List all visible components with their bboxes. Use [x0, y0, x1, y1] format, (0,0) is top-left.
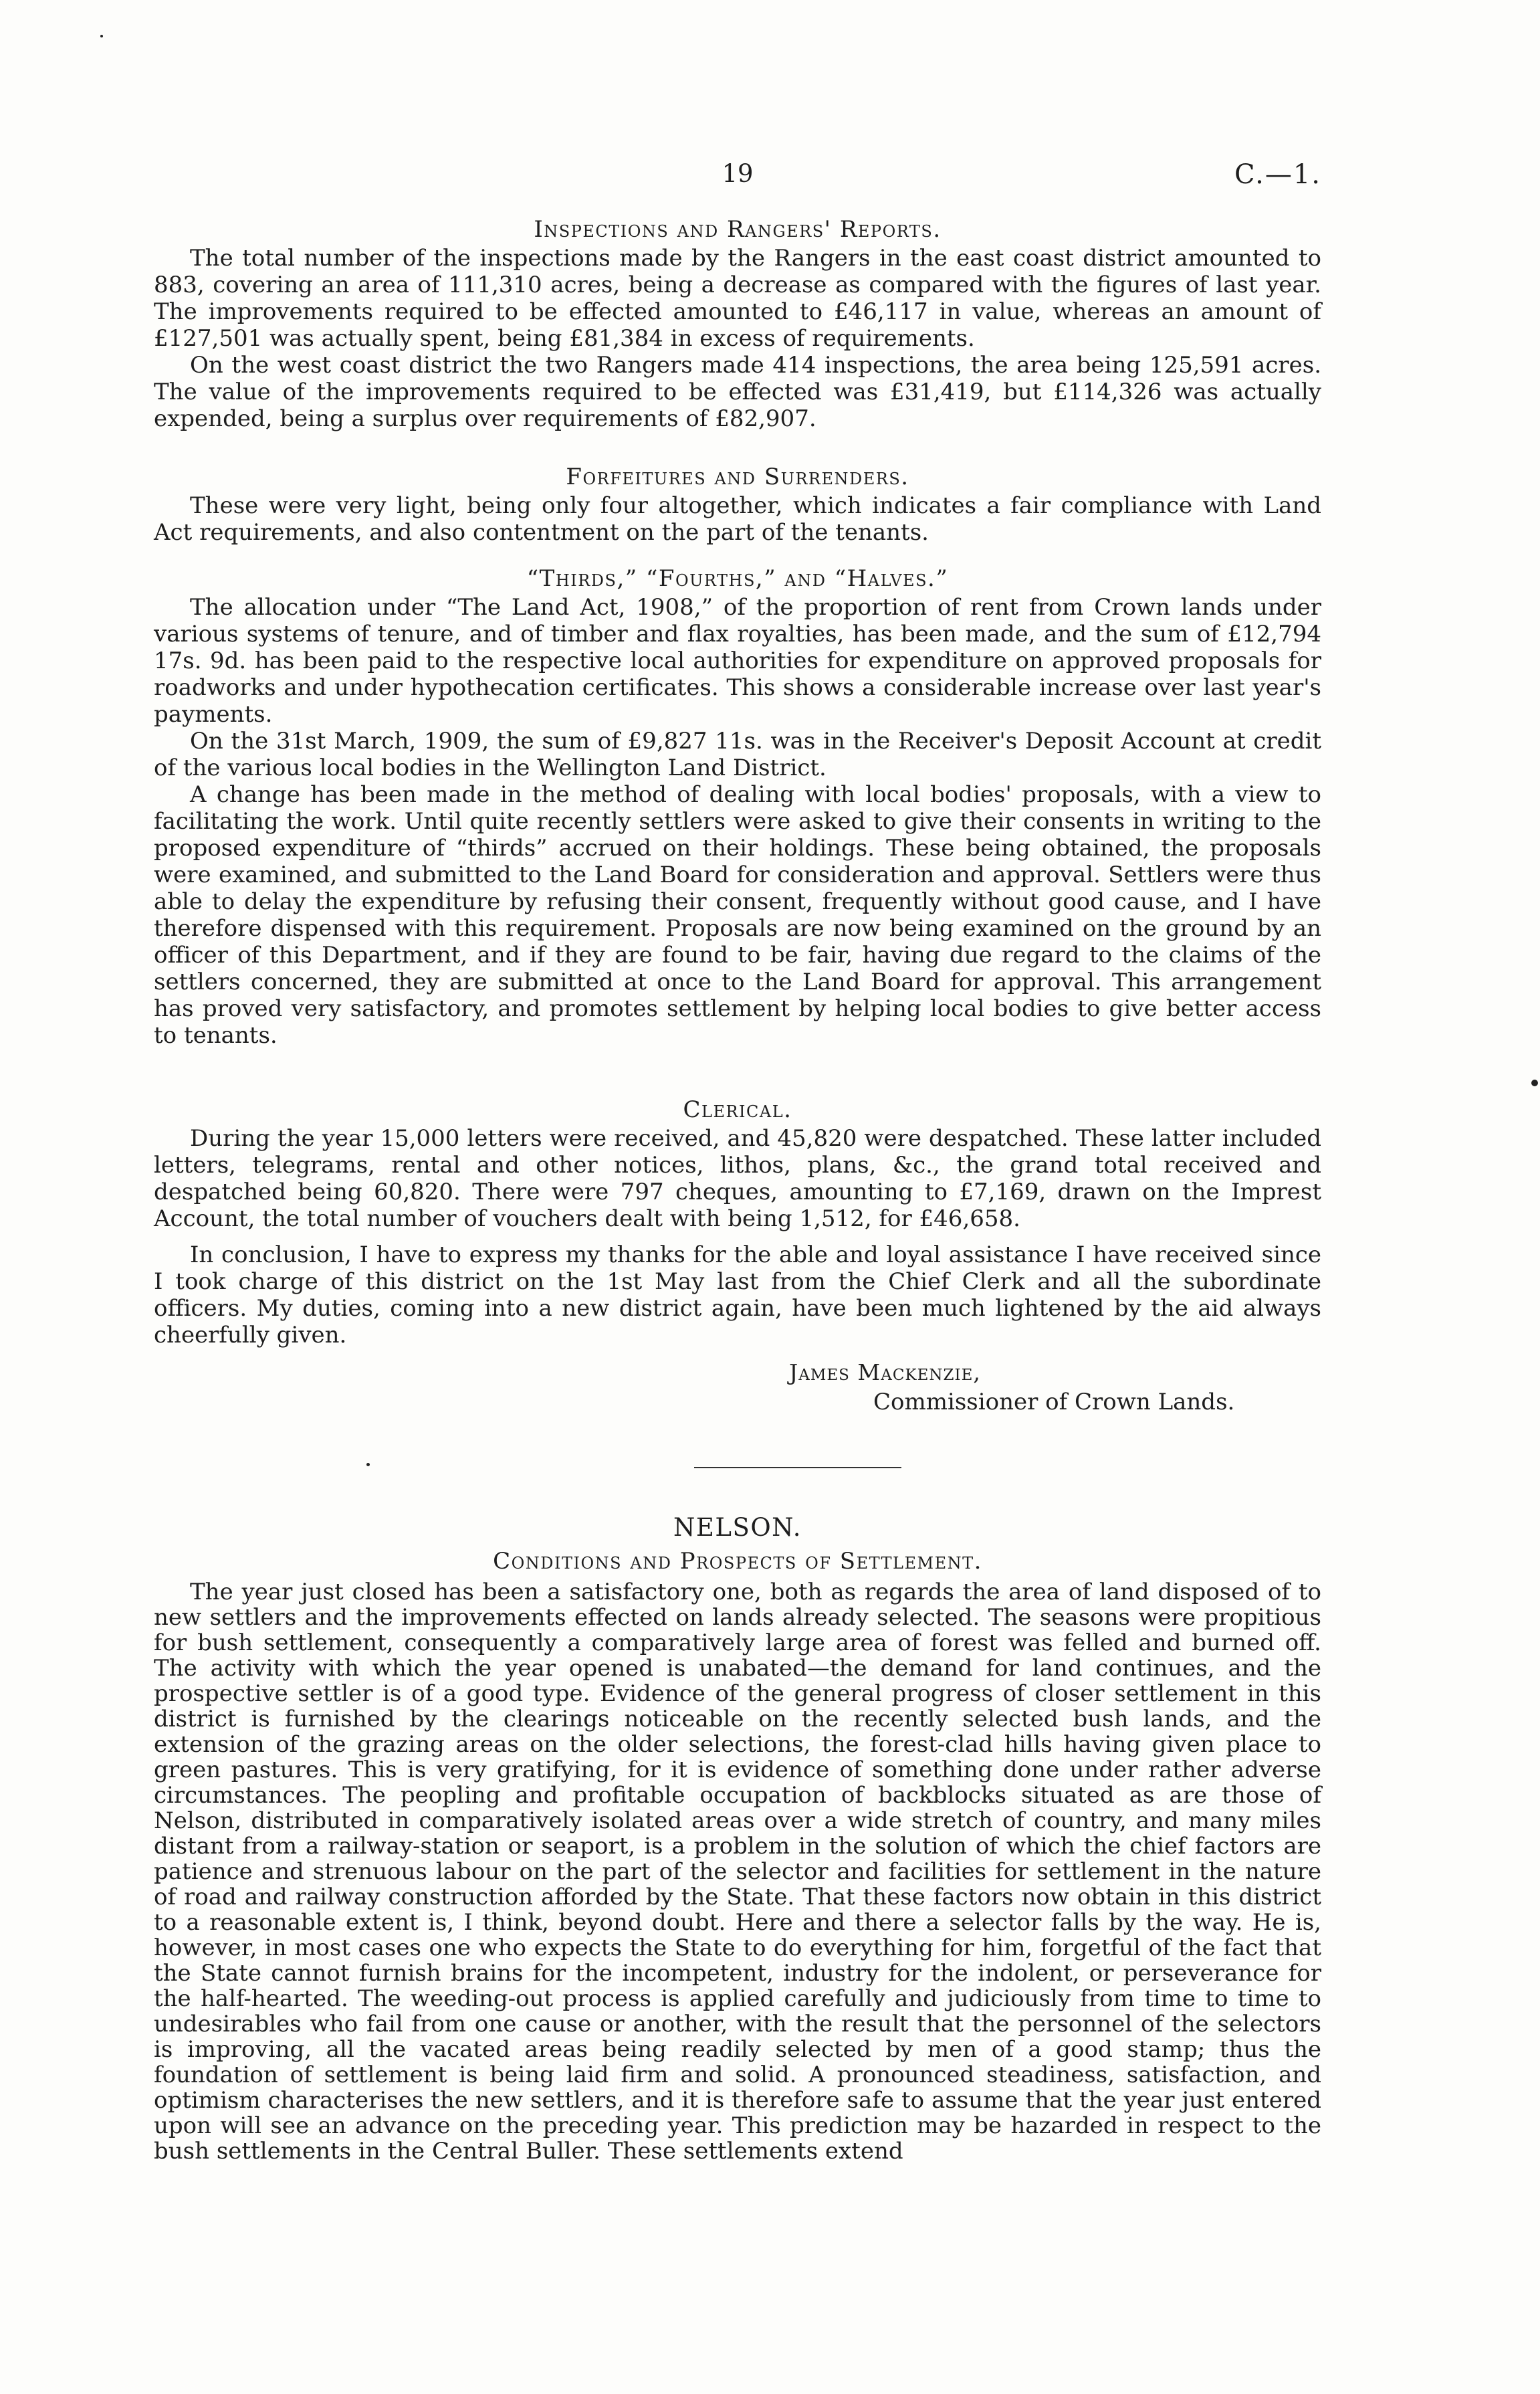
- running-header: [154, 159, 1321, 199]
- section-clerical: [154, 1094, 1321, 1349]
- margin-speck: [366, 1463, 370, 1466]
- section-divider: [694, 1467, 901, 1468]
- paragraph: The year just closed has been a satisfactory one, both as regards the area of land disposed of to new settlers and the improvements effected on lands already selected. The seasons were propitious for bush settlement, consequently a comparatively large area of forest was felled and burned off. The activity with which the year opened is unabated—the demand for land continues, and the prospective settler is of a good type. Evidence of the general progress of closer settlement in this district is furnished by the clearings noticeable on the recently selected bush lands, and the extension of the grazing areas on the older selections, the forest-clad hills having given place to green pastures. This is very gratifying, for it is evidence of something done under rather adverse circumstances. The peopling and profitable occupation of backblocks situated as are those of Nelson, distributed in comparatively isolated areas over a wide stretch of country, and many miles distant from a railway-station or seaport, is a problem in the solution of which the chief factors are patience and strenuous labour on the part of the selector and facilities for settlement in the nature of road and railway construction afforded by the State. That these factors now obtain in this district to a reasonable extent is, I think, beyond doubt. Here and there a selector falls by the way. He is, however, in most cases one who expects the State to do everything for him, forgetful of the fact that the State cannot furnish brains for the incompetent, industry for the indolent, or perseverance for the half-hearted. The weeding-out process is applied carefully and judiciously from time to time to undesirables who fail from one cause or another, with the result that the personnel of the selectors is improving, all the vacated areas being readily selected by men of a good stamp; thus the foundation of settlement is being laid firm and solid. A pronounced steadiness, satisfaction, and optimism characterises the new settlers, and it is therefore safe to assume that the year just entered upon will see an advance on the preceding year. This prediction may be hazarded in respect to the bush settlements in the Central Buller. These settlements extend: [154, 1579, 1321, 2165]
- margin-speck: [1531, 1080, 1538, 1086]
- paragraph: The total number of the inspections made by the Rangers in the east coast district amounted to 883, covering an area of 111,310 acres, being a decrease as compared with the figures of last year. The improvements required to be effected amounted to £46,117 in value, whereas an amount of £127,501 was actually spent, being £81,384 in excess of requirements.: [154, 245, 1321, 352]
- section-heading: Forfeitures and Surrenders.: [566, 464, 909, 490]
- paragraph: On the west coast district the two Rangers made 414 inspections, the area being 125,591 acres. The value of the improvements required to be effected was £31,419, but £114,326 was actually expended, being a surplus over requirements of £82,907.: [154, 352, 1321, 432]
- section-thirds: [154, 563, 1321, 1049]
- signatory-title: Commissioner of Crown Lands.: [873, 1389, 1235, 1415]
- page-number: 19: [722, 159, 754, 188]
- signature-block: [154, 1358, 1321, 1417]
- paragraph: These were very light, being only four altogether, which indicates a fair compliance with Land Act requirements, and also contentment on the part of the tenants.: [154, 492, 1321, 546]
- signatory-name: James Mackenzie,: [789, 1359, 981, 1385]
- margin-speck: [100, 35, 103, 37]
- section-forfeitures: [154, 462, 1321, 546]
- section-heading: Clerical.: [683, 1096, 792, 1123]
- series-code: C.—1.: [1234, 159, 1321, 190]
- paragraph: During the year 15,000 letters were received, and 45,820 were despatched. These latter included letters, telegrams, rental and other notices, lithos, plans, &c., the grand total received and despatched being 60,820. There were 797 cheques, amounting to £7,169, drawn on the Imprest Account, the total number of vouchers dealt with being 1,512, for £46,658.: [154, 1125, 1321, 1232]
- section-heading: Inspections and Rangers' Reports.: [534, 216, 942, 243]
- section-inspections: [154, 214, 1321, 432]
- paragraph: The allocation under “The Land Act, 1908,” of the proportion of rent from Crown lands under various systems of tenure, and of timber and flax royalties, has been made, and the sum of £12,794 17s. 9d. has been paid to the respective local authorities for expenditure on approved proposals for roadworks and under hypothecation certificates. This shows a considerable increase over last year's payments.: [154, 594, 1321, 728]
- paragraph: On the 31st March, 1909, the sum of £9,827 11s. was in the Receiver's Deposit Account at credit of the various local bodies in the Wellington Land District.: [154, 728, 1321, 781]
- paragraph: In conclusion, I have to express my thanks for the able and loyal assistance I have received since I took charge of this district on the 1st May last from the Chief Clerk and all the subordinate officers. My duties, coming into a new district again, have been much lightened by the aid always cheerfully given.: [154, 1241, 1321, 1349]
- section-heading: Conditions and Prospects of Settlement.: [493, 1548, 982, 1575]
- paragraph: A change has been made in the method of dealing with local bodies' proposals, with a view to facilitating the work. Until quite recently settlers were asked to give their consents in writing to the proposed expenditure of “thirds” accrued on their holdings. These being obtained, the proposals were examined, and submitted to the Land Board for consideration and approval. Settlers were thus able to delay the expenditure by refusing their consent, frequently without good cause, and I have therefore dispensed with this requirement. Proposals are now being examined on the ground by an officer of this Department, and if they are found to be fair, having due regard to the claims of the settlers concerned, they are submitted at once to the Land Board for approval. This arrangement has proved very satisfactory, and promotes settlement by helping local bodies to give better access to tenants.: [154, 781, 1321, 1049]
- section-nelson: [154, 1546, 1321, 2164]
- section-heading: “Thirds,” “Fourths,” and “Halves.”: [526, 565, 949, 592]
- region-title: NELSON.: [673, 1513, 802, 1542]
